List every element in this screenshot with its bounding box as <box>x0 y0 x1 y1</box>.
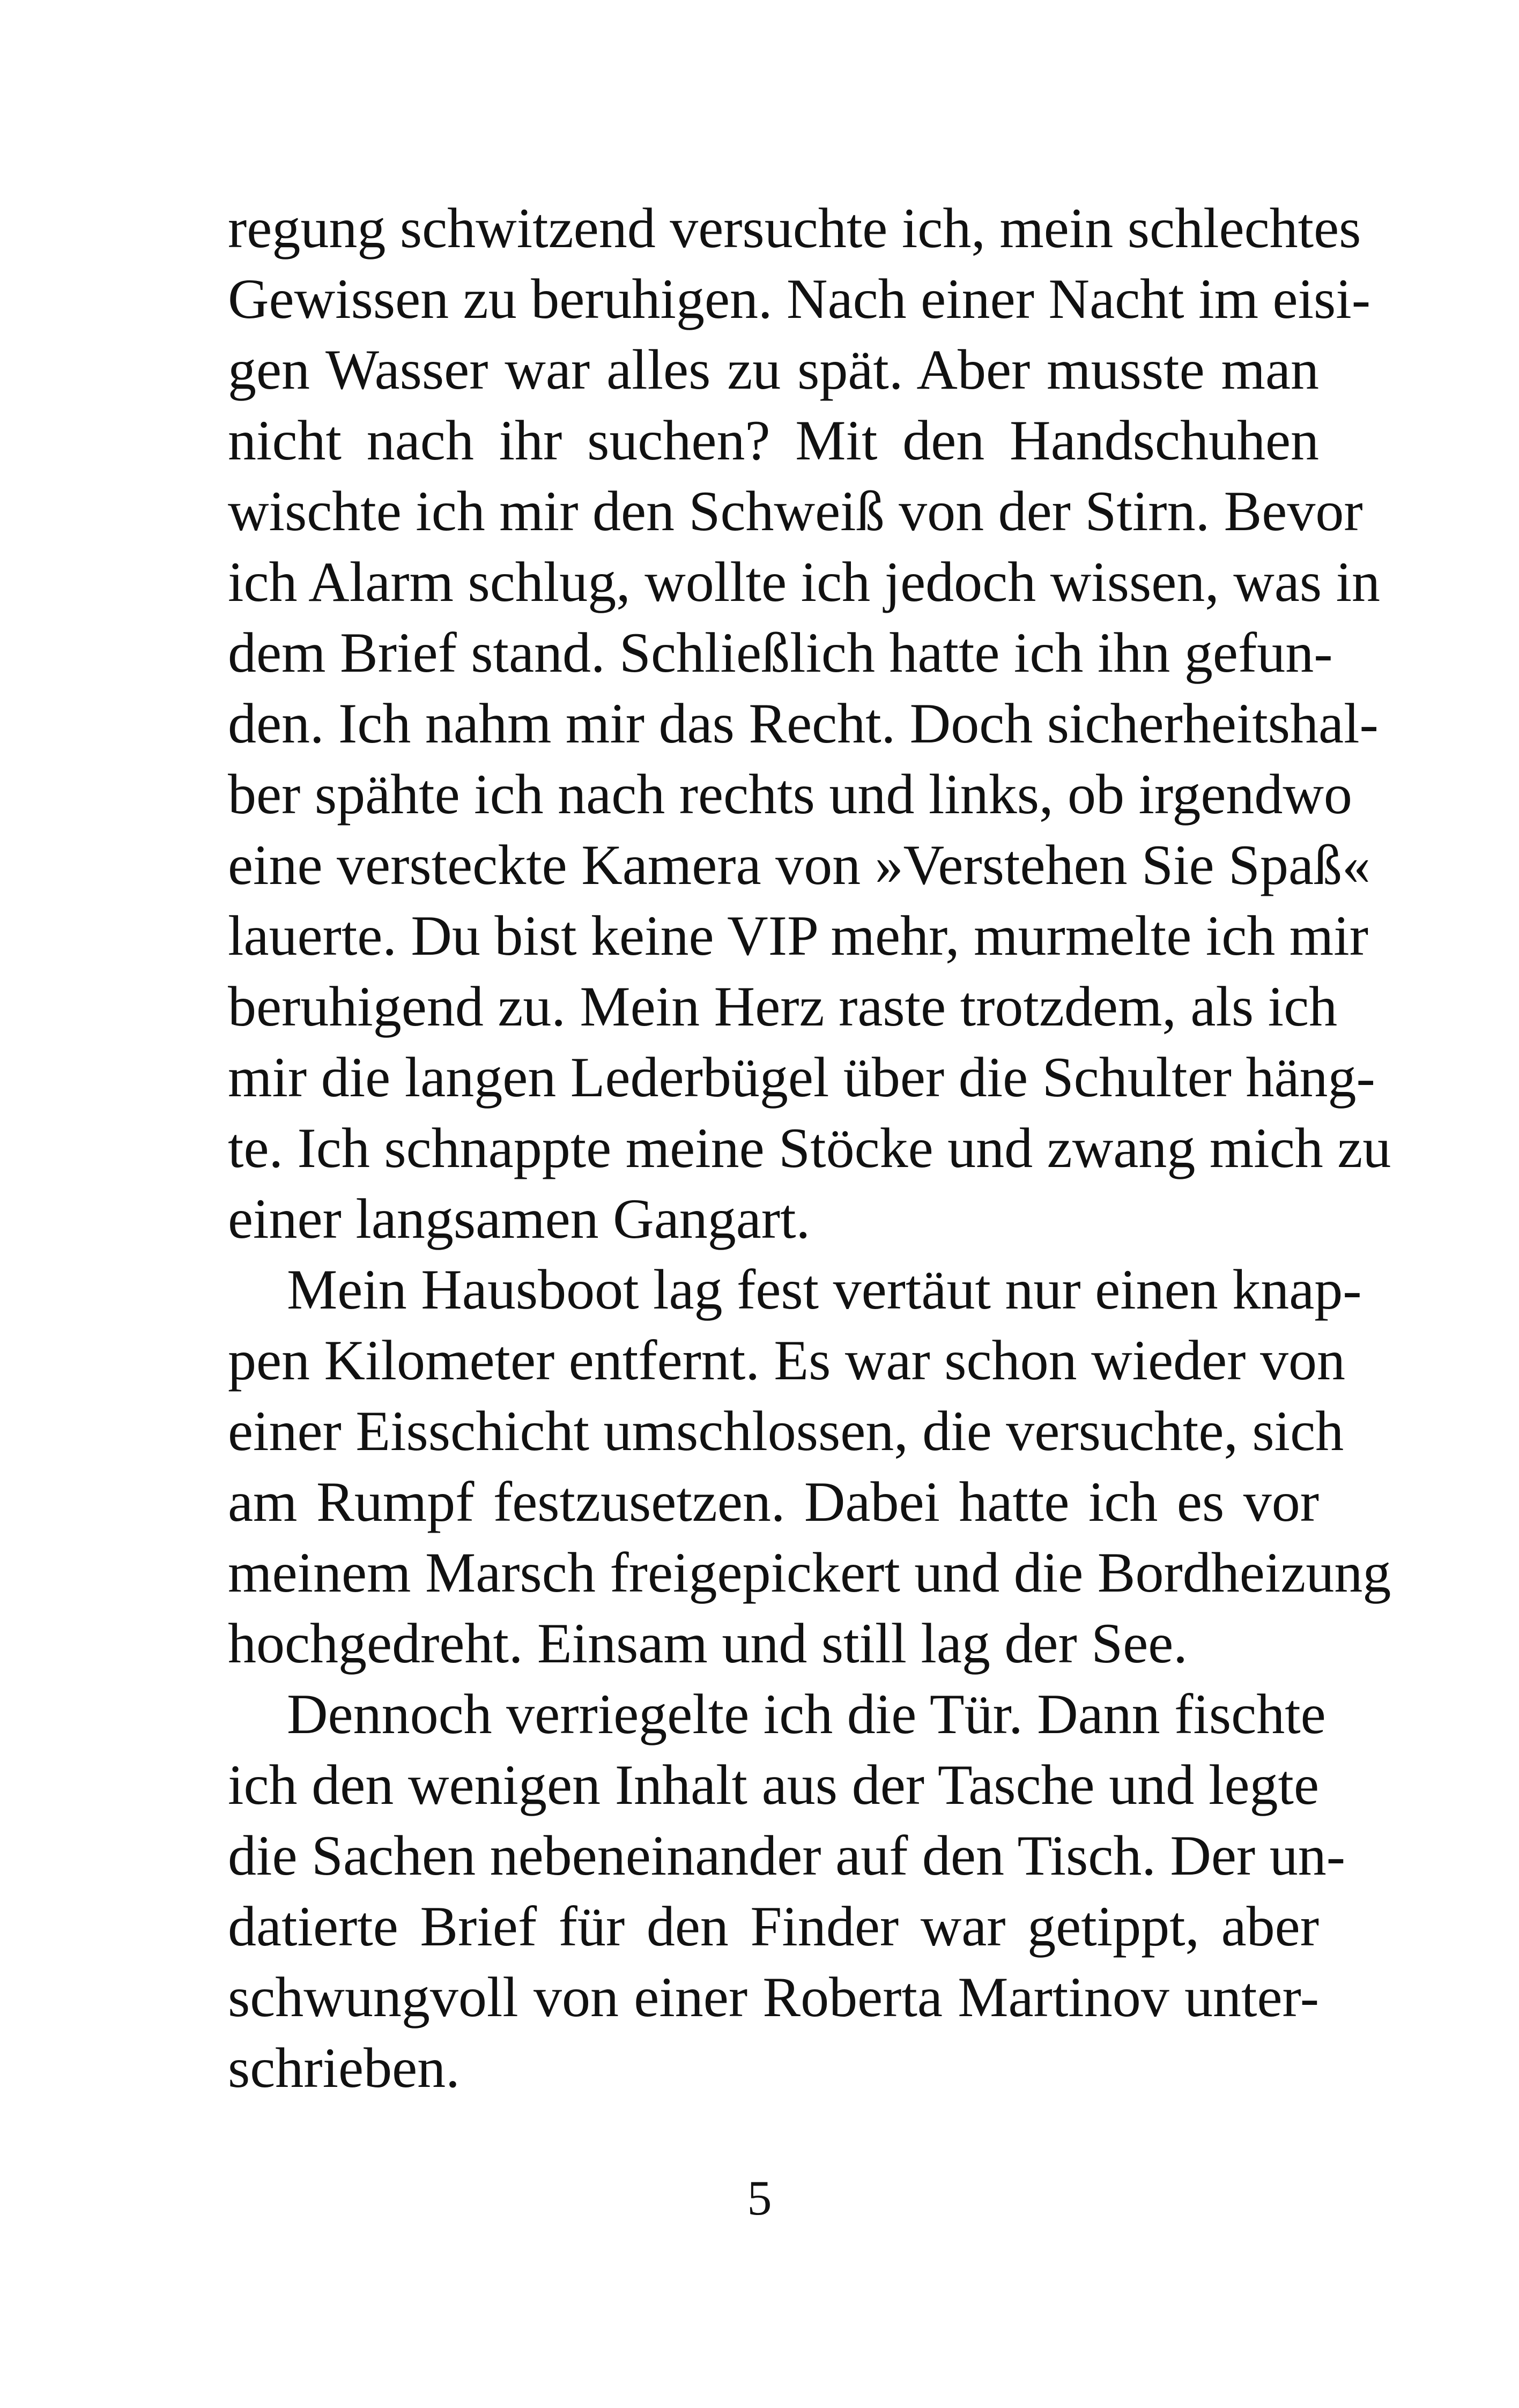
text-line: am Rumpf festzusetzen. Dabei hatte ich es vor <box>228 1470 1319 1533</box>
text-line: dem Brief stand. Schließlich hatte ich ihn gefun- <box>228 621 1333 684</box>
text-line: einer Eisschicht umschlossen, die versuchte, sich <box>228 1400 1344 1462</box>
text-line: datierte Brief für den Finder war getippt, aber <box>228 1895 1319 1958</box>
text-line: wischte ich mir den Schweiß von der Stirn. Bevor <box>228 480 1363 542</box>
paragraph-2 <box>228 1254 1391 1679</box>
text-line: einer langsamen Gangart. <box>228 1187 811 1250</box>
text-line: schrieben. <box>228 2037 460 2099</box>
text-line: ber spähte ich nach rechts und links, ob irgendwo <box>228 763 1352 826</box>
text-line: eine versteckte Kamera von »Verstehen Sie Spaß« <box>228 834 1371 896</box>
text-line: den. Ich nahm mir das Recht. Doch sicherheitshal- <box>228 692 1379 755</box>
text-line: regung schwitzend versuchte ich, mein schlechtes <box>228 197 1361 259</box>
text-line: lauerte. Du bist keine VIP mehr, murmelte ich mir <box>228 904 1368 967</box>
text-line: te. Ich schnappte meine Stöcke und zwang mich zu <box>228 1117 1391 1179</box>
body-text <box>228 193 1391 2104</box>
text-line: pen Kilometer entfernt. Es war schon wieder von <box>228 1329 1345 1392</box>
text-line: meinem Marsch freigepickert und die Bordheizung <box>228 1541 1391 1604</box>
paragraph-3 <box>228 1679 1346 2104</box>
text-line: hochgedreht. Einsam und still lag der See. <box>228 1612 1188 1675</box>
text-line: ich Alarm schlug, wollte ich jedoch wissen, was in <box>228 551 1381 613</box>
text-line: Dennoch verriegelte ich die Tür. Dann fischte <box>287 1683 1326 1745</box>
page-number: 5 <box>747 2171 772 2225</box>
paragraph-1 <box>228 193 1391 1254</box>
text-line: schwungvoll von einer Roberta Martinov unter- <box>228 1966 1319 2028</box>
text-line: Gewissen zu beruhigen. Nach einer Nacht im eisi- <box>228 267 1371 330</box>
text-line: ich den wenigen Inhalt aus der Tasche und legte <box>228 1753 1319 1816</box>
text-line: gen Wasser war alles zu spät. Aber musste man <box>228 338 1319 401</box>
text-line: beruhigend zu. Mein Herz raste trotzdem, als ich <box>228 975 1338 1038</box>
text-line: die Sachen nebeneinander auf den Tisch. Der un- <box>228 1824 1346 1887</box>
text-line: mir die langen Lederbügel über die Schulter häng- <box>228 1046 1375 1109</box>
text-line: Mein Hausboot lag fest vertäut nur einen knap- <box>287 1258 1362 1321</box>
text-line: nicht nach ihr suchen? Mit den Handschuhen <box>228 409 1319 472</box>
